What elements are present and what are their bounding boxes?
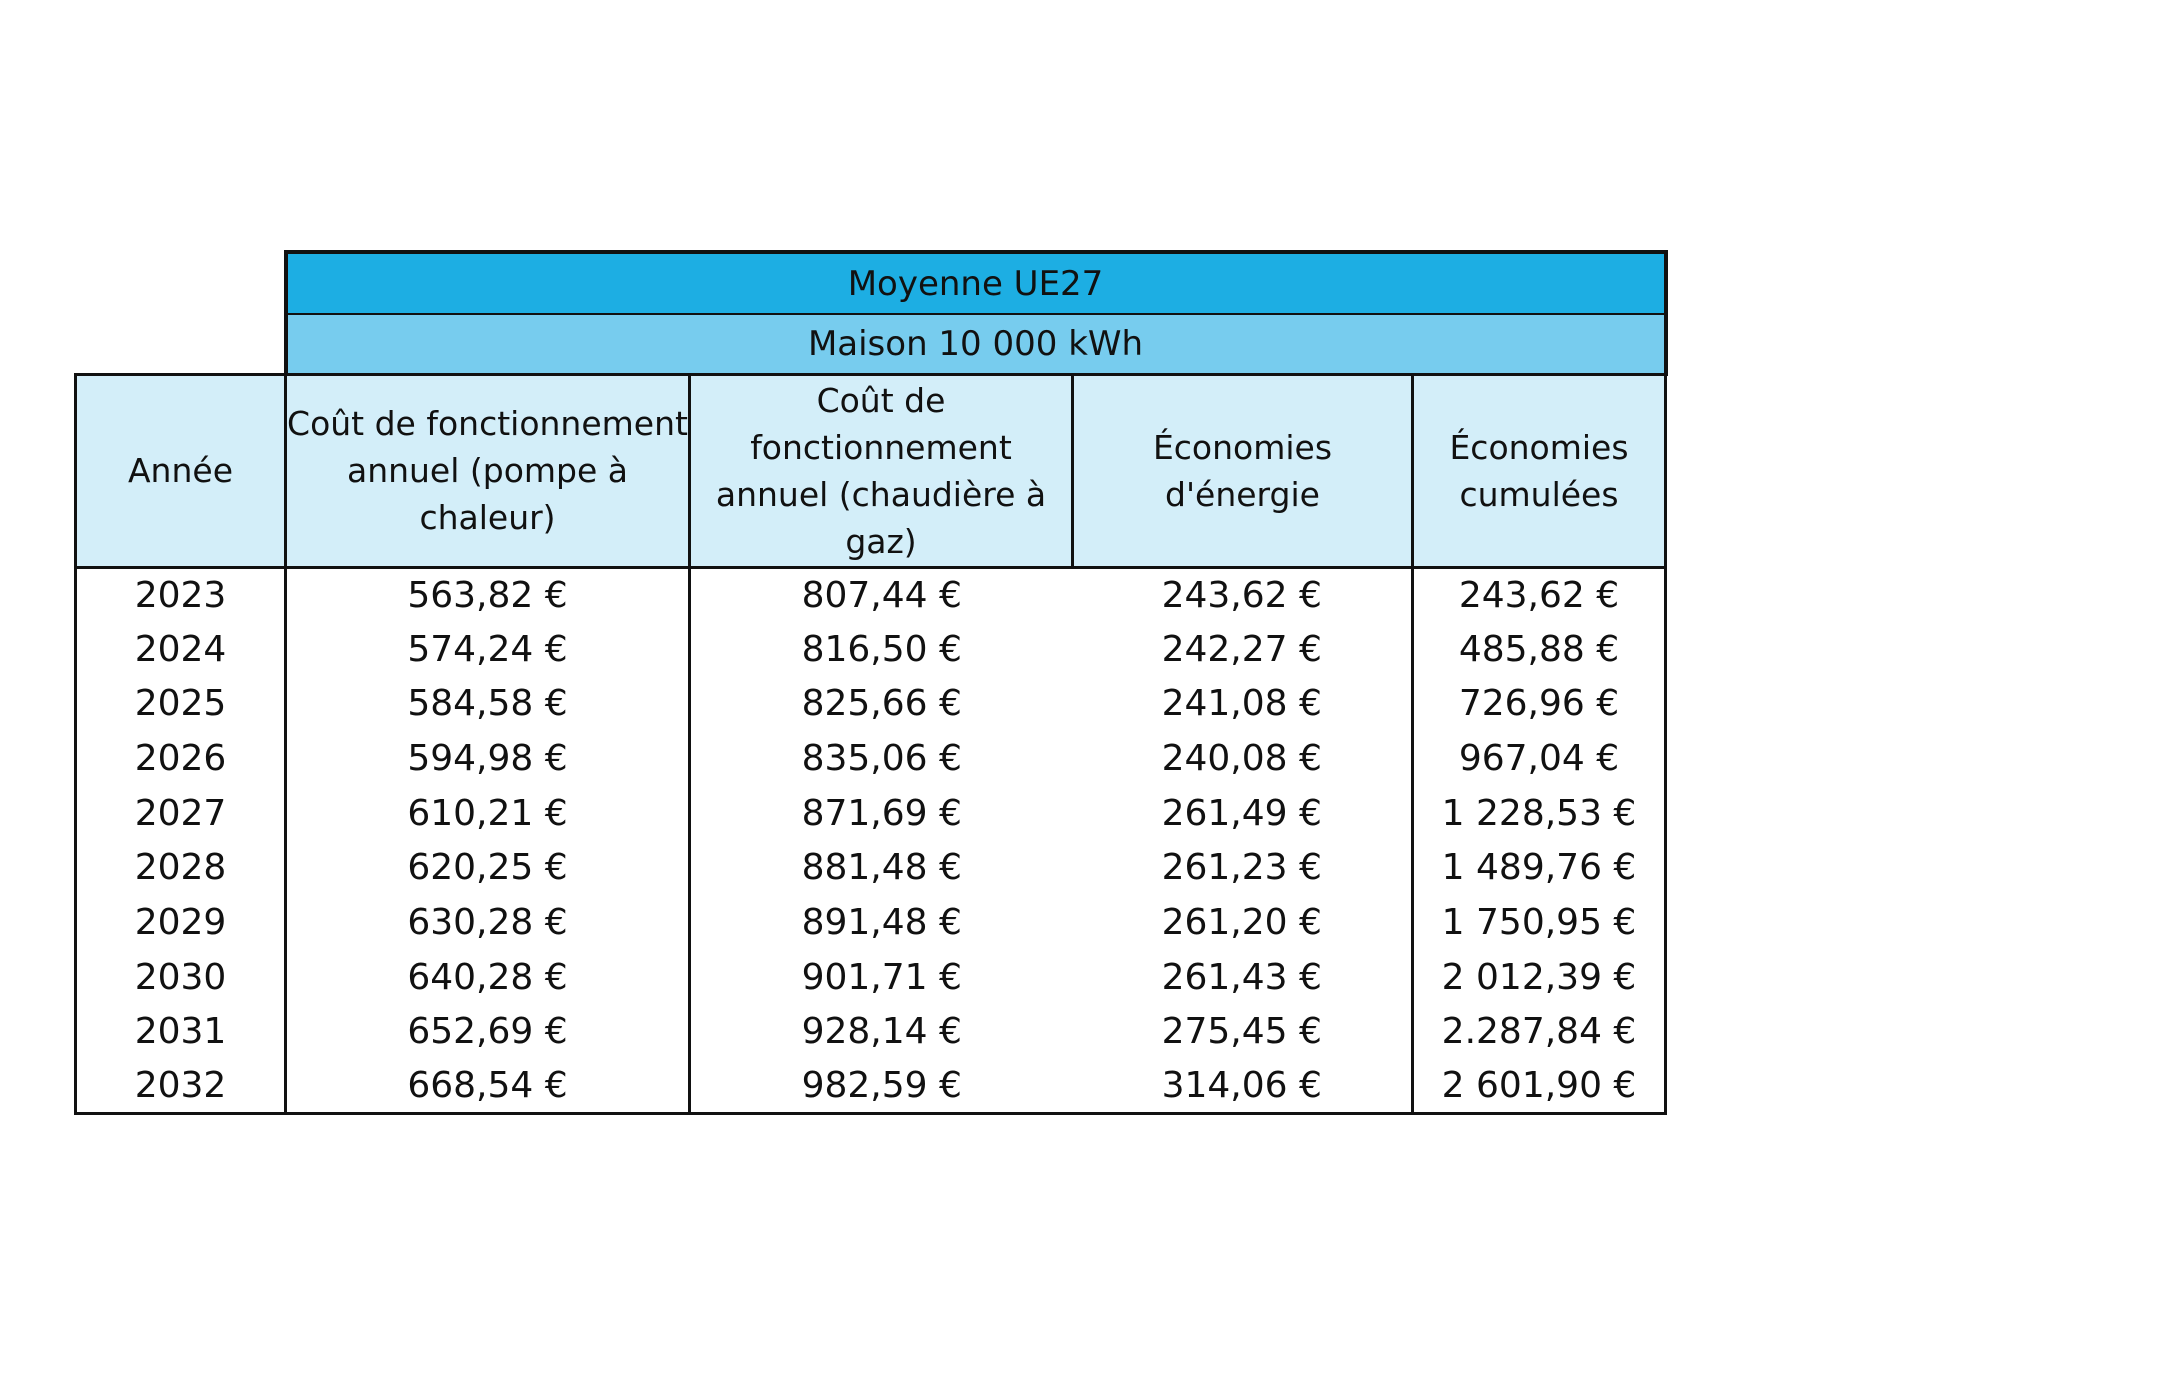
cell-year: 2031: [76, 1005, 286, 1060]
cell-cumulative-savings: 1 750,95 €: [1413, 895, 1666, 950]
cell-heat-pump-cost: 668,54 €: [286, 1059, 690, 1114]
blank-corner: [76, 252, 286, 314]
cell-cumulative-savings: 726,96 €: [1413, 676, 1666, 731]
cell-year: 2027: [76, 786, 286, 841]
cell-heat-pump-cost: 594,98 €: [286, 731, 690, 786]
cost-comparison-table: [74, 250, 1668, 1115]
cell-gas-boiler-cost: 816,50 €: [801, 628, 962, 670]
cell-cumulative-savings: 2 601,90 €: [1413, 1059, 1666, 1114]
header-cumulative-savings: Économies cumulées: [1413, 374, 1666, 567]
cost-table-container: [74, 250, 1664, 1115]
table-row: [76, 567, 1666, 622]
table-row: [76, 895, 1666, 950]
table-row: [76, 676, 1666, 731]
cell-cumulative-savings: 1 489,76 €: [1413, 840, 1666, 895]
cell-gas-boiler-cost: 891,48 €: [801, 901, 962, 943]
cell-gas-boiler-cost: 807,44 €: [801, 574, 962, 616]
table-row: [76, 786, 1666, 841]
cell-heat-pump-cost: 563,82 €: [286, 567, 690, 622]
cell-gas-boiler-cost: 881,48 €: [801, 847, 962, 889]
cell-gas-boiler-cost: 871,69 €: [801, 792, 962, 834]
header-energy-savings: Économies d'énergie: [1073, 374, 1413, 567]
cell-cumulative-savings: 1 228,53 €: [1413, 786, 1666, 841]
table-row: [76, 731, 1666, 786]
cell-heat-pump-cost: 630,28 €: [286, 895, 690, 950]
table-title: Moyenne UE27: [286, 252, 1666, 314]
table-row: [76, 950, 1666, 1005]
table-row: [76, 1005, 1666, 1060]
table-row: [76, 622, 1666, 677]
cell-cumulative-savings: 243,62 €: [1413, 567, 1666, 622]
cell-energy-savings: 241,08 €: [1161, 683, 1322, 725]
table-subtitle: Maison 10 000 kWh: [286, 314, 1666, 374]
blank-corner: [76, 314, 286, 374]
cell-gas-boiler-cost: 928,14 €: [801, 1011, 962, 1053]
cell-cumulative-savings: 2.287,84 €: [1413, 1005, 1666, 1060]
cell-cumulative-savings: 967,04 €: [1413, 731, 1666, 786]
cell-energy-savings: 242,27 €: [1161, 628, 1322, 670]
table-body: [76, 567, 1666, 1114]
cell-year: 2023: [76, 567, 286, 622]
cell-year: 2026: [76, 731, 286, 786]
table-row: [76, 840, 1666, 895]
cell-gas-boiler-cost: 825,66 €: [801, 683, 962, 725]
cell-energy-savings: 314,06 €: [1073, 1059, 1413, 1114]
cell-energy-savings: 261,23 €: [1161, 847, 1322, 889]
cell-year: 2028: [76, 840, 286, 895]
cell-energy-savings: 261,43 €: [1161, 956, 1322, 998]
cell-year: 2025: [76, 676, 286, 731]
cell-energy-savings: 275,45 €: [1161, 1011, 1322, 1053]
header-year: Année: [76, 374, 286, 567]
table-row: [76, 1059, 1666, 1114]
cell-gas-boiler-cost: 901,71 €: [801, 956, 962, 998]
cell-energy-savings: 261,20 €: [1161, 901, 1322, 943]
cell-year: 2024: [76, 622, 286, 677]
cell-gas-boiler-cost: 835,06 €: [801, 737, 962, 779]
cell-heat-pump-cost: 610,21 €: [286, 786, 690, 841]
cell-year: 2032: [76, 1059, 286, 1114]
cell-heat-pump-cost: 584,58 €: [286, 676, 690, 731]
cell-cumulative-savings: 2 012,39 €: [1413, 950, 1666, 1005]
cell-year: 2029: [76, 895, 286, 950]
header-gas-boiler-cost: Coût de fonctionnement annuel (chaudière à gaz): [690, 374, 1073, 567]
cell-heat-pump-cost: 574,24 €: [286, 622, 690, 677]
cell-heat-pump-cost: 640,28 €: [286, 950, 690, 1005]
cell-energy-savings: 243,62 €: [1161, 574, 1322, 616]
cell-gas-boiler-cost: 982,59 €: [690, 1059, 1073, 1114]
cell-heat-pump-cost: 652,69 €: [286, 1005, 690, 1060]
cell-heat-pump-cost: 620,25 €: [286, 840, 690, 895]
cell-energy-savings: 261,49 €: [1161, 792, 1322, 834]
header-heat-pump-cost: Coût de fonctionnement annuel (pompe à chaleur): [286, 374, 690, 567]
cell-year: 2030: [76, 950, 286, 1005]
cell-cumulative-savings: 485,88 €: [1413, 622, 1666, 677]
cell-energy-savings: 240,08 €: [1161, 737, 1322, 779]
